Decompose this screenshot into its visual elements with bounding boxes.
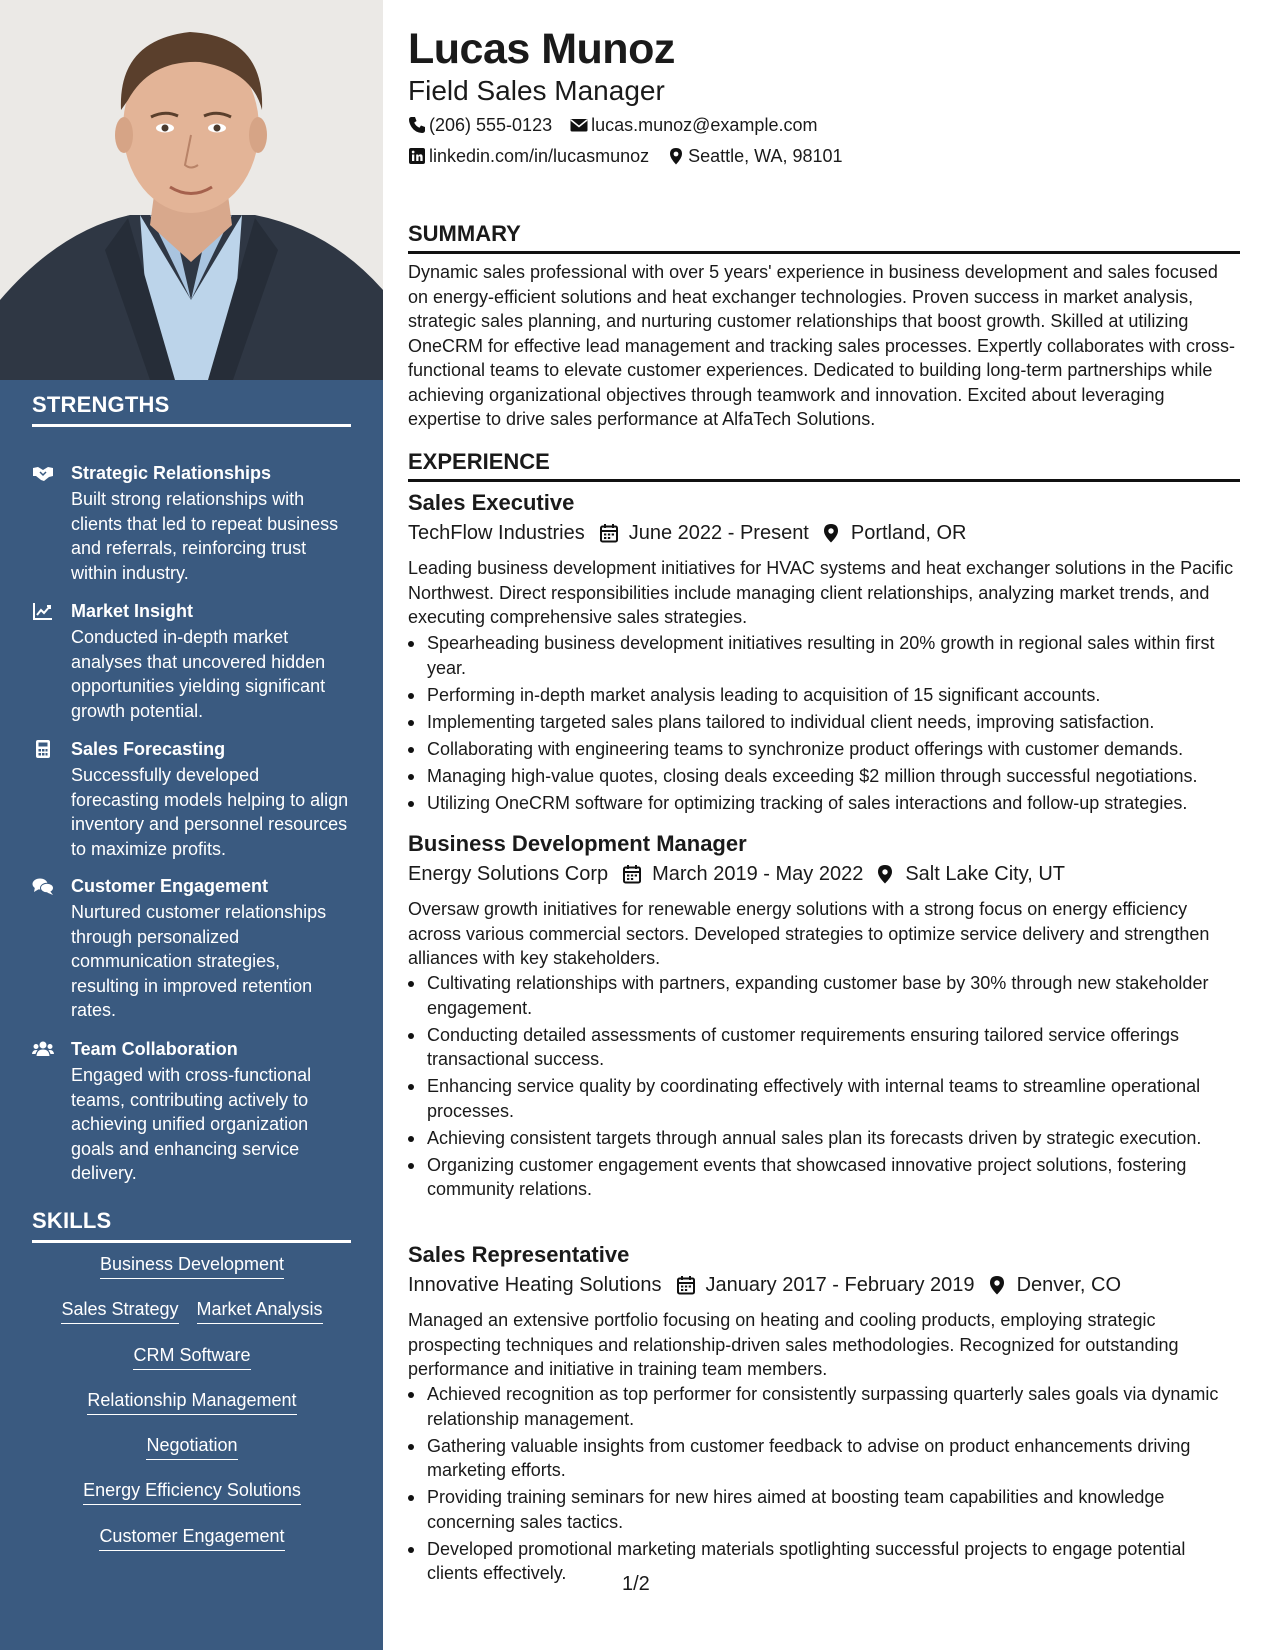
phone-contact[interactable] <box>408 114 552 136</box>
skills-heading: SKILLS <box>32 1208 351 1243</box>
company-name: TechFlow Industries <box>408 522 585 544</box>
profile-photo <box>0 0 383 380</box>
job-description: Leading business development initiatives for HVAC systems and heat exchanger solutions in the Pacific Northwest. Direct responsibilities include managing client relationships, analyzing market trends, and executing comprehensive sales strategies. <box>408 558 1234 627</box>
job-description: Oversaw growth initiatives for renewable energy solutions with a strong focus on energy efficiency across various commercial sectors. Developed strategies to optimize service delivery and strengthen alliances with key stakeholders. <box>408 899 1210 968</box>
job-bullet: Enhancing service quality by coordinating effectively with internal teams to streamline operational processes. <box>408 1074 1240 1123</box>
calendar-icon <box>676 1275 696 1295</box>
job-bullet: Utilizing OneCRM software for optimizing tracking of sales interactions and follow-up strategies. <box>408 791 1240 816</box>
email-contact[interactable] <box>570 114 817 136</box>
job-title: Sales Executive <box>408 490 575 515</box>
skill-tag: CRM Software <box>133 1343 250 1370</box>
job-bullet: Developed promotional marketing materials spotlighting successful projects to engage potential clients effectively. <box>408 1537 1240 1586</box>
strengths-heading: STRENGTHS <box>32 392 351 427</box>
strength-title: Sales Forecasting <box>71 739 226 759</box>
candidate-title: Field Sales Manager <box>408 75 665 106</box>
calculator-icon <box>32 739 54 759</box>
calendar-icon <box>622 864 642 884</box>
job-bullet: Spearheading business development initiatives resulting in 20% growth in regional sales within first year. <box>408 631 1240 680</box>
line-chart-icon <box>32 601 54 621</box>
job-meta <box>408 520 966 546</box>
strength-description: Nurtured customer relationships through personalized communication strategies, resulting in improved retention rates. <box>71 902 327 1020</box>
skill-tag: Market Analysis <box>197 1297 323 1324</box>
job-bullet: Achieved recognition as top performer for consistently surpassing quarterly sales goals via dynamic relationship management. <box>408 1382 1240 1431</box>
comments-icon <box>32 876 54 896</box>
job-meta <box>408 861 1065 887</box>
envelope-icon <box>570 116 588 134</box>
sidebar <box>0 0 383 1650</box>
job-bullets <box>408 631 1240 818</box>
job-description: Managed an extensive portfolio focusing on heating and cooling products, employing strategic prospecting techniques and relationship-driven sales methodologies. Recognized for outstanding performance and initiative in training team members. <box>408 1310 1179 1379</box>
strength-title: Market Insight <box>71 601 194 621</box>
candidate-name: Lucas Munoz <box>408 25 675 73</box>
strength-description: Successfully developed forecasting models helping to align inventory and personnel resources to maximize profits. <box>71 765 349 859</box>
calendar-icon <box>599 523 619 543</box>
job-dates: June 2022 - Present <box>628 522 809 544</box>
linkedin-text: linkedin.com/in/lucasmunoz <box>429 146 650 166</box>
phone-text: (206) 555-0123 <box>429 115 553 135</box>
strength-title: Customer Engagement <box>71 876 269 896</box>
job-title: Sales Representative <box>408 1242 630 1267</box>
skill-tag: Business Development <box>100 1252 284 1279</box>
job-location: Portland, OR <box>850 522 967 544</box>
users-icon <box>32 1039 54 1059</box>
job-bullet: Conducting detailed assessments of customer requirements ensuring tailored service offerings transactional success. <box>408 1023 1240 1072</box>
strength-title: Team Collaboration <box>71 1039 238 1059</box>
map-pin-icon <box>875 864 895 884</box>
job-dates: January 2017 - February 2019 <box>705 1274 975 1296</box>
skill-tag: Sales Strategy <box>61 1297 178 1324</box>
job-bullet: Implementing targeted sales plans tailored to individual client needs, improving satisfaction. <box>408 710 1240 735</box>
skill-tag: Relationship Management <box>87 1388 296 1415</box>
location-contact <box>667 145 842 167</box>
strength-description: Built strong relationships with clients that led to repeat business and referrals, reinforcing trust within industry. <box>71 489 339 583</box>
job-bullet: Gathering valuable insights from customer feedback to advise on product enhancements driving marketing efforts. <box>408 1434 1240 1483</box>
skills-list <box>32 1252 352 1569</box>
job-dates: March 2019 - May 2022 <box>652 863 864 885</box>
experience-heading: EXPERIENCE <box>408 449 1240 482</box>
map-pin-icon <box>667 147 685 165</box>
job-meta <box>408 1272 1121 1298</box>
contact-row <box>408 145 843 167</box>
email-text: lucas.munoz@example.com <box>591 115 818 135</box>
map-pin-icon <box>987 1275 1007 1295</box>
job-location: Salt Lake City, UT <box>905 863 1066 885</box>
job-bullet: Managing high-value quotes, closing deals exceeding $2 million through successful negotiations. <box>408 764 1240 789</box>
skill-tag: Energy Efficiency Solutions <box>83 1478 301 1505</box>
map-pin-icon <box>821 523 841 543</box>
job-bullet: Performing in-depth market analysis leading to acquisition of 15 significant accounts. <box>408 683 1240 708</box>
skill-tag: Customer Engagement <box>99 1524 284 1551</box>
summary-heading: SUMMARY <box>408 221 1240 254</box>
job-bullet: Achieving consistent targets through annual sales plan its forecasts driven by strategic execution. <box>408 1126 1240 1151</box>
company-name: Energy Solutions Corp <box>408 863 609 885</box>
skill-tag: Negotiation <box>146 1433 237 1460</box>
job-bullets <box>408 971 1240 1204</box>
linkedin-contact[interactable] <box>408 145 649 167</box>
page-number: 1/2 <box>622 1573 650 1595</box>
job-title: Business Development Manager <box>408 831 747 856</box>
phone-icon <box>408 116 426 134</box>
job-bullet: Collaborating with engineering teams to synchronize product offerings with customer demands. <box>408 737 1240 762</box>
handshake-icon <box>32 463 54 483</box>
linkedin-icon <box>408 147 426 165</box>
contact-row <box>408 114 817 136</box>
strength-description: Conducted in-depth market analyses that uncovered hidden opportunities yielding significant growth potential. <box>71 627 326 721</box>
job-location: Denver, CO <box>1016 1274 1122 1296</box>
job-bullet: Organizing customer engagement events that showcased innovative project solutions, fostering community relations. <box>408 1153 1240 1202</box>
strength-description: Engaged with cross-functional teams, contributing actively to achieving unified organization goals and enhancing service delivery. <box>71 1065 312 1183</box>
location-text: Seattle, WA, 98101 <box>688 146 843 166</box>
job-bullets <box>408 1382 1240 1588</box>
job-bullet: Providing training seminars for new hires aimed at boosting team capabilities and knowledge concerning sales tactics. <box>408 1485 1240 1534</box>
job-bullet: Cultivating relationships with partners, expanding customer base by 30% through new stakeholder engagement. <box>408 971 1240 1020</box>
strength-title: Strategic Relationships <box>71 463 272 483</box>
summary-text: Dynamic sales professional with over 5 years' experience in business development and sales focused on energy-efficient solutions and heat exchanger technologies. Proven success in market analysis, strategic sales planning, and nurturing customer relationships that boost growth. Skilled at utilizing OneCRM for effective lead management and tracking sales processes. Expertly collaborates with cross-functional teams to elevate customer experiences. Dedicated to building long-term partnerships while achieving organizational objectives through teamwork and innovation. Excited about leveraging expertise to drive sales performance at AlfaTech Solutions. <box>408 262 1236 429</box>
company-name: Innovative Heating Solutions <box>408 1274 662 1296</box>
